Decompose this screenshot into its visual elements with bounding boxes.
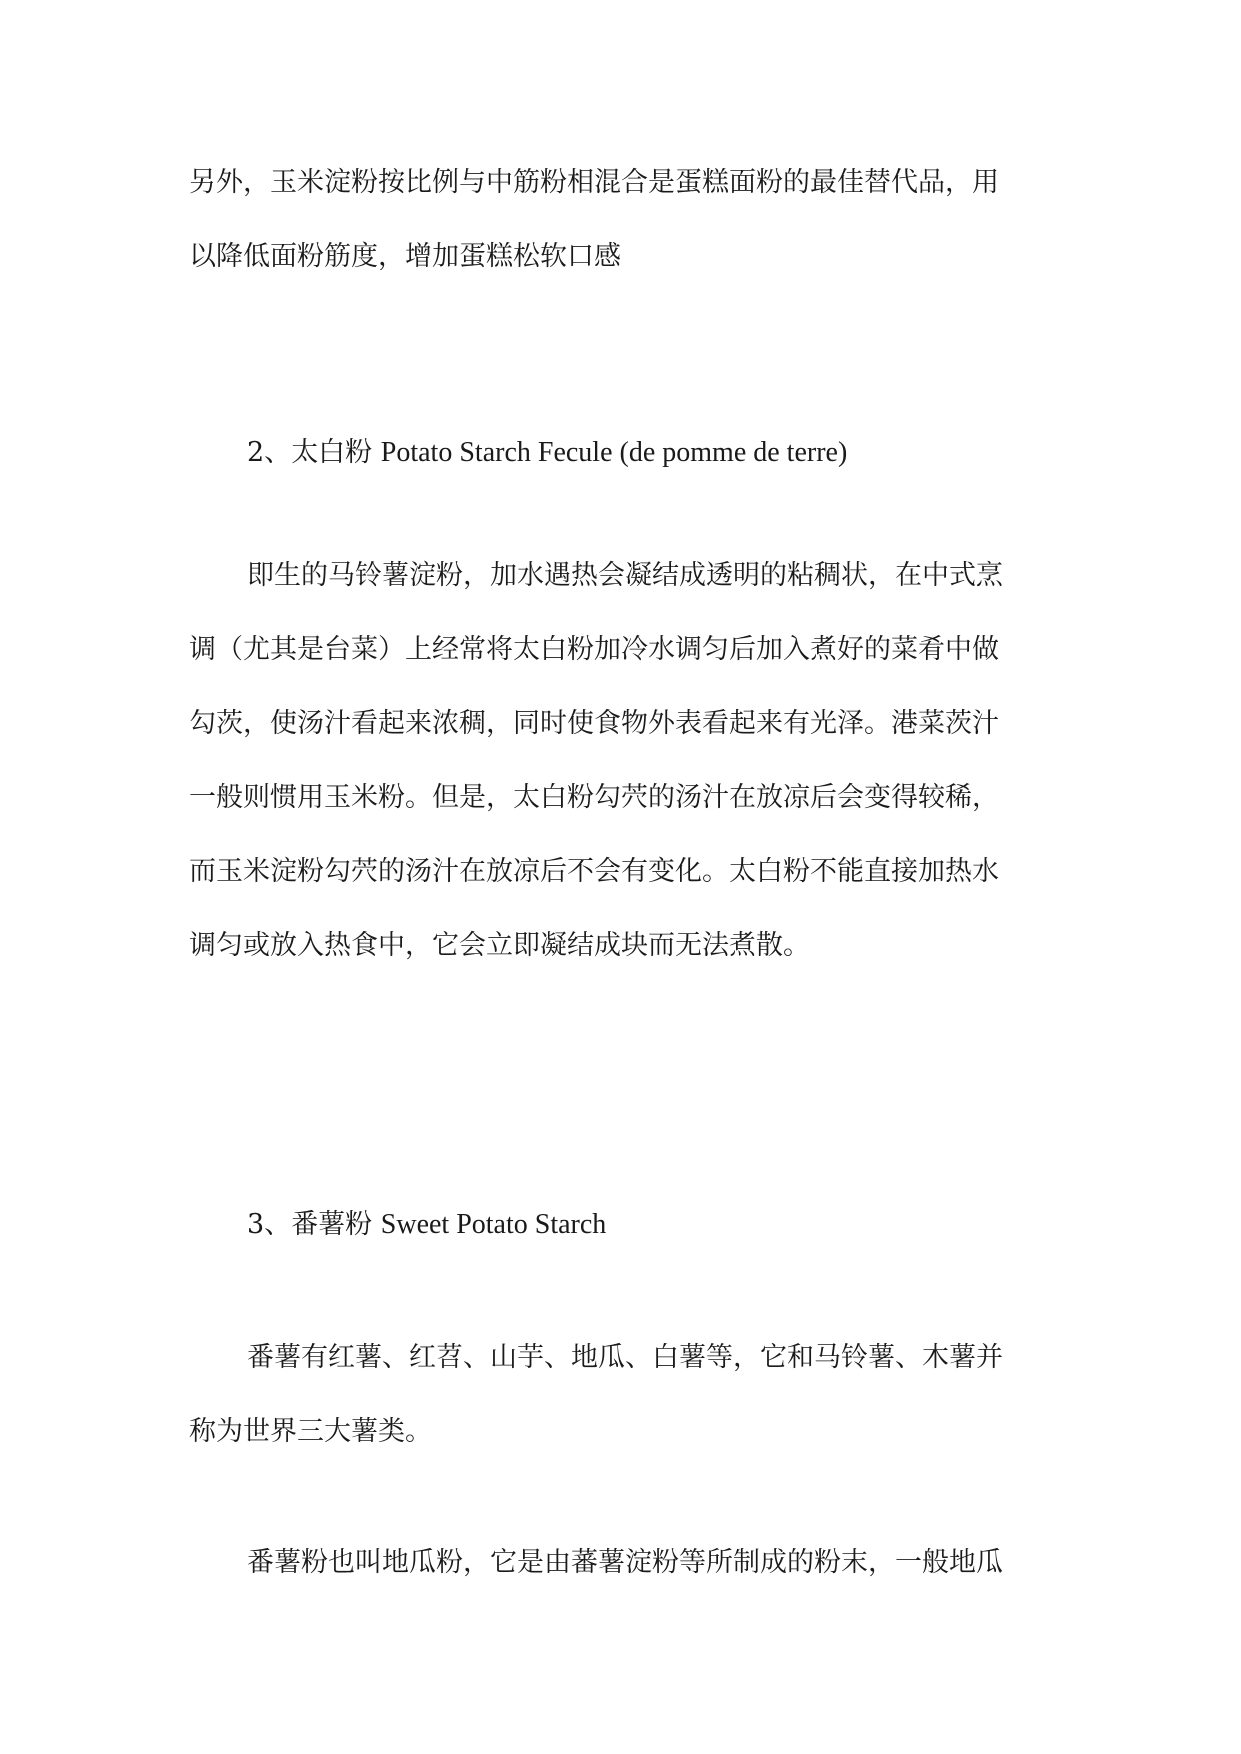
paragraph-line: 以降低面粉筋度，增加蛋糕松软口感	[189, 241, 621, 272]
paragraph-line: 即生的马铃薯淀粉，加水遇热会凝结成透明的粘稠状，在中式烹	[247, 560, 1003, 591]
paragraph-line: 另外，玉米淀粉按比例与中筋粉相混合是蛋糕面粉的最佳替代品，用	[189, 167, 999, 198]
paragraph-line: 一般则惯用玉米粉。但是，太白粉勾茓的汤汁在放凉后会变得较稀，	[189, 782, 999, 813]
heading-number: 2、	[247, 437, 292, 468]
paragraph-sweet-potato-flour	[189, 1526, 1059, 1600]
section-heading-sweet-potato-starch	[247, 1205, 606, 1245]
paragraph-line: 调（尤其是台菜）上经常将太白粉加冷水调匀后加入煮好的菜肴中做	[189, 634, 999, 665]
paragraph-line: 番薯粉也叫地瓜粉，它是由蕃薯淀粉等所制成的粉末，一般地瓜	[247, 1547, 1003, 1578]
paragraph-line: 勾茨，使汤汁看起来浓稠，同时使食物外表看起来有光泽。港菜茨汁	[189, 708, 999, 739]
paragraph-line: 称为世界三大薯类。	[189, 1416, 432, 1447]
heading-latin-title: Potato Starch Fecule (de pomme de terre)	[380, 437, 848, 468]
paragraph-corn-starch-substitute	[189, 146, 1059, 294]
paragraph-potato-starch	[189, 539, 1059, 983]
heading-latin-title: Sweet Potato Starch	[380, 1209, 607, 1240]
heading-chinese-title: 番薯粉	[291, 1209, 373, 1240]
paragraph-line: 而玉米淀粉勾茓的汤汁在放凉后不会有变化。太白粉不能直接加热水	[189, 856, 999, 887]
section-heading-potato-starch	[247, 433, 847, 473]
paragraph-line: 番薯有红薯、红苕、山芋、地瓜、白薯等，它和马铃薯、木薯并	[247, 1342, 1003, 1373]
paragraph-line: 调匀或放入热食中，它会立即凝结成块而无法煮散。	[189, 930, 810, 961]
heading-chinese-title: 太白粉	[291, 437, 373, 468]
heading-number: 3、	[247, 1209, 292, 1240]
paragraph-sweet-potato-types	[189, 1321, 1059, 1469]
